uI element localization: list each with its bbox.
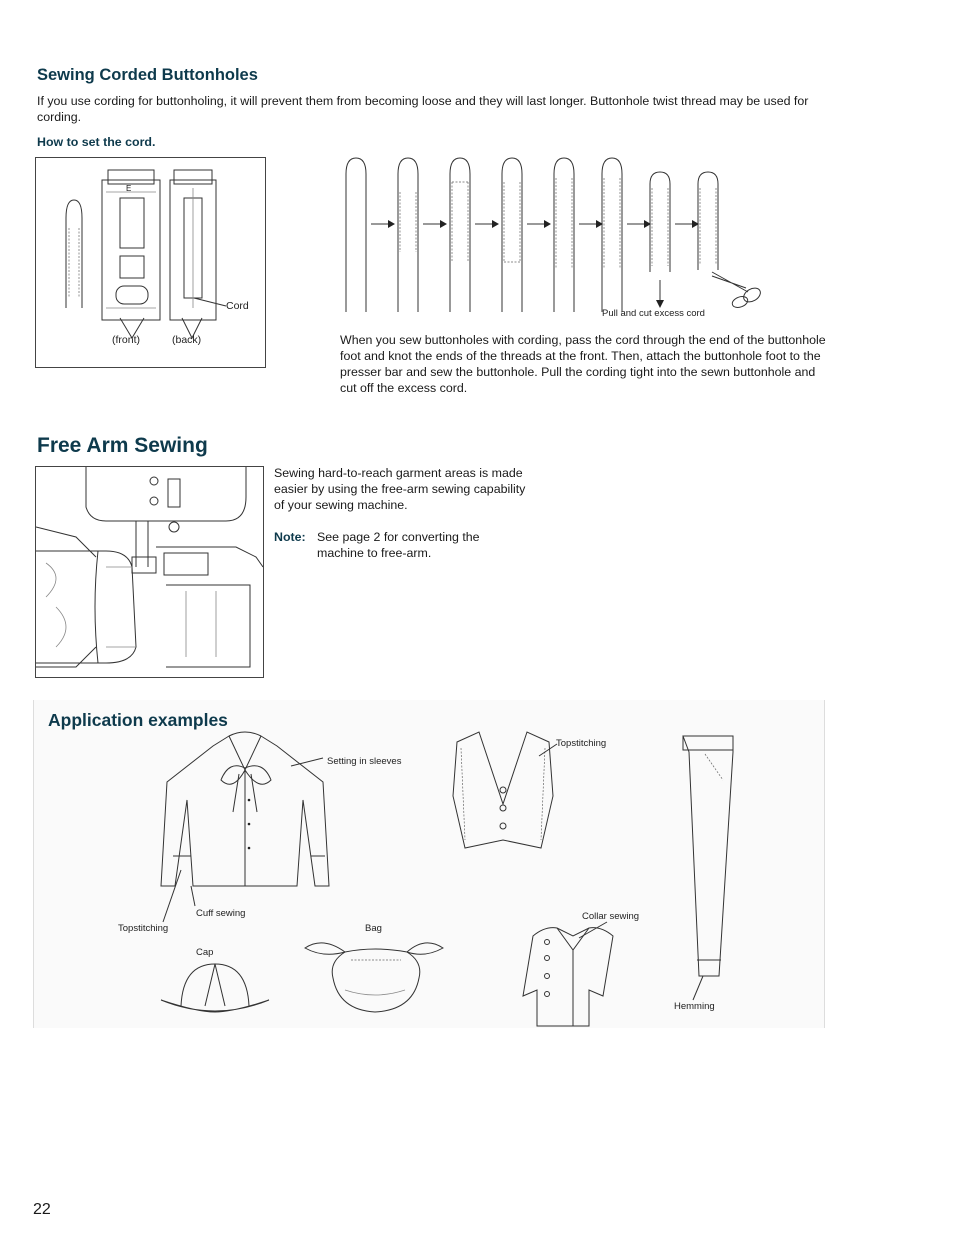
arrow-right-icon [675,220,699,228]
free-arm-body: Sewing hard-to-reach garment areas is made easier by using the free-arm sewing capability of your sewing machine. [274,466,526,512]
note-label: Note: [274,530,306,544]
stage-1-loop [346,158,366,312]
arrow-down-icon [656,300,664,308]
scissors-icon [712,272,763,309]
applications-title: Application examples [48,710,228,730]
label-setting-in-sleeves: Setting in sleeves [327,756,402,767]
back-label: (back) [172,334,202,346]
stage-4-loop [502,158,522,312]
buttonhole-foot-illustration [36,158,265,367]
arrow-right-icon [579,220,603,228]
pull-cut-label: Pull and cut excess cord [602,308,705,319]
cording-sequence-illustration [338,152,768,322]
arrow-right-icon [371,220,395,228]
free-arm-illustration [36,467,263,677]
stage-8-loop [698,172,718,270]
stage-2-loop [398,158,418,312]
stage-3-loop [450,158,470,312]
free-arm-title: Free Arm Sewing [37,434,208,457]
label-topstitching-cap: Topstitching [118,923,169,934]
stage-5-loop [554,158,574,312]
front-foot-drawing [102,170,160,338]
label-bag: Bag [365,923,382,934]
free-arm-figure [35,466,264,678]
page-number: 22 [33,1201,51,1218]
free-arm-note [274,529,524,560]
label-hemming: Hemming [674,1001,715,1012]
corded-body: When you sew buttonholes with cording, pass the cord through the end of the buttonhole foot and knot the ends of the threads at the front. Then, attach the buttonhole foot to the presser bar and sew the buttonhole. Pull the cording tight into the sewn buttonhole and cut off the excess cord. [340,333,826,395]
front-label: (front) [112,334,141,346]
stage-7-loop [650,172,670,302]
trousers-drawing [683,736,733,1000]
blouse-drawing [161,732,329,922]
application-examples-illustration [33,700,823,1028]
cord-subtitle: How to set the cord. [37,135,156,149]
arrow-right-icon [475,220,499,228]
label-topstitching-vest: Topstitching [556,738,607,749]
label-cap: Cap [196,947,214,958]
arrow-right-icon [423,220,447,228]
cording-sequence-figure [338,152,768,322]
corded-intro: If you use cording for buttonholing, it will prevent them from becoming loose and they will last longer. Buttonhole twist thread may be used for cording. [37,94,809,124]
buttonhole-foot-figure [35,157,266,368]
cord-loop-drawing [66,200,82,308]
label-collar-sewing: Collar sewing [582,911,640,922]
label-cuff-sewing: Cuff sewing [196,908,246,919]
arrow-right-icon [627,220,651,228]
vest-drawing [453,732,557,848]
cord-label: Cord [226,300,249,312]
sleeve-fabric-drawing [36,551,136,663]
back-foot-drawing [170,170,216,338]
cap-drawing [161,964,269,1012]
note-text: See page 2 for converting the machine to free-arm. [317,530,480,560]
bag-drawing [305,943,443,1012]
stage-6-loop [602,158,622,312]
foot-letter: E [126,184,132,193]
corded-title: Sewing Corded Buttonholes [37,66,258,84]
shirt-drawing [523,922,613,1026]
free-arm-bed-drawing [156,547,263,667]
arrow-right-icon [527,220,551,228]
machine-head-drawing [86,467,246,567]
